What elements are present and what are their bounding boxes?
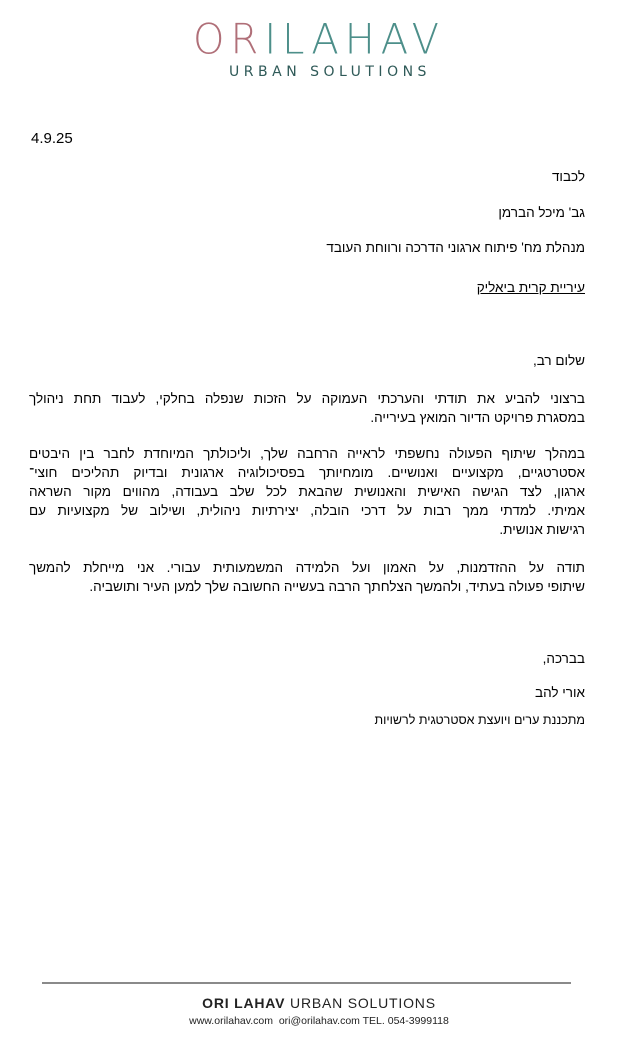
footer-website[interactable]: www.orilahav.com [189,1015,273,1027]
footer-phone: TEL. 054-3999118 [362,1015,449,1027]
letterhead-logo [0,15,638,80]
footer-brand-bold: ORI LAHAV [202,995,286,1011]
logo-text-or: OR [193,15,265,65]
paragraph-line: במסגרת פרויקט הדיור המואץ בעירייה. [370,410,585,425]
logo-wordmark [0,17,638,63]
recipient-name: גב' מיכל הברמן [498,205,585,220]
paragraph-3 [29,558,585,596]
footer-divider [42,982,571,984]
signer-name: אורי להב [535,685,585,700]
letter-date: 4.9.25 [31,130,73,147]
paragraph-line: ארגון, לצד הגישה האישית והאנושית שהבאת לכל שלב בעבודה, מהווים מקור השראה [29,484,585,499]
footer-email[interactable]: ori@orilahav.com [278,1015,360,1027]
paragraph-2 [29,444,585,539]
footer-brand [0,995,638,1011]
paragraph-line: אמיתי. למדתי ממך רבות על דרכי הובלה, יצירתיות ניהולית, ושילוב של מקצועיות עם [29,503,585,518]
paragraph-line: אסטרטגיים, מקצועיים ואנושיים. מומחיותך בפסיכולוגיה ארגונית ובדיוק תהליכים חוצי־ [29,465,585,480]
recipient-title: מנהלת מח' פיתוח ארגוני הדרכה ורווחת העובד [326,240,585,255]
greeting: שלום רב, [532,353,585,368]
closing-sign-off: בברכה, [542,651,585,666]
paragraph-line: רגישות אנושית. [499,522,585,537]
paragraph-line: במהלך שיתוף הפעולה נחשפתי לראייה הרחבה שלך, וליכולתך המיוחדת לחבר בין היבטים [29,446,585,461]
recipient-salutation: לכבוד [551,169,585,184]
paragraph-line: תודה על ההזדמנות, על האמון ועל הלמידה המשמעותית עבורי. אני מייחלת להמשך [29,560,585,575]
paragraph-line: שיתופי פעולה בעתיד, ולהמשך הצלחתך הרבה בעשייה החשובה שלך למען העיר ותושביה. [89,579,585,594]
footer-contact [0,1015,638,1027]
signer-role: מתכננת ערים ויועצת אסטרטגית לרשויות [374,713,585,727]
logo-text-rest: ILAHAV [264,15,445,65]
paragraph-line: ברצוני להביע את תודתי והערכתי העמוקה על הזכות שנפלה בחלקי, לעבוד תחת ניהולך [29,391,585,406]
footer-brand-rest: URBAN SOLUTIONS [290,995,436,1011]
recipient-organization: עיריית קרית ביאליק [476,280,585,295]
logo-subtitle: URBAN SOLUTIONS [229,64,431,80]
paragraph-1 [29,389,585,427]
